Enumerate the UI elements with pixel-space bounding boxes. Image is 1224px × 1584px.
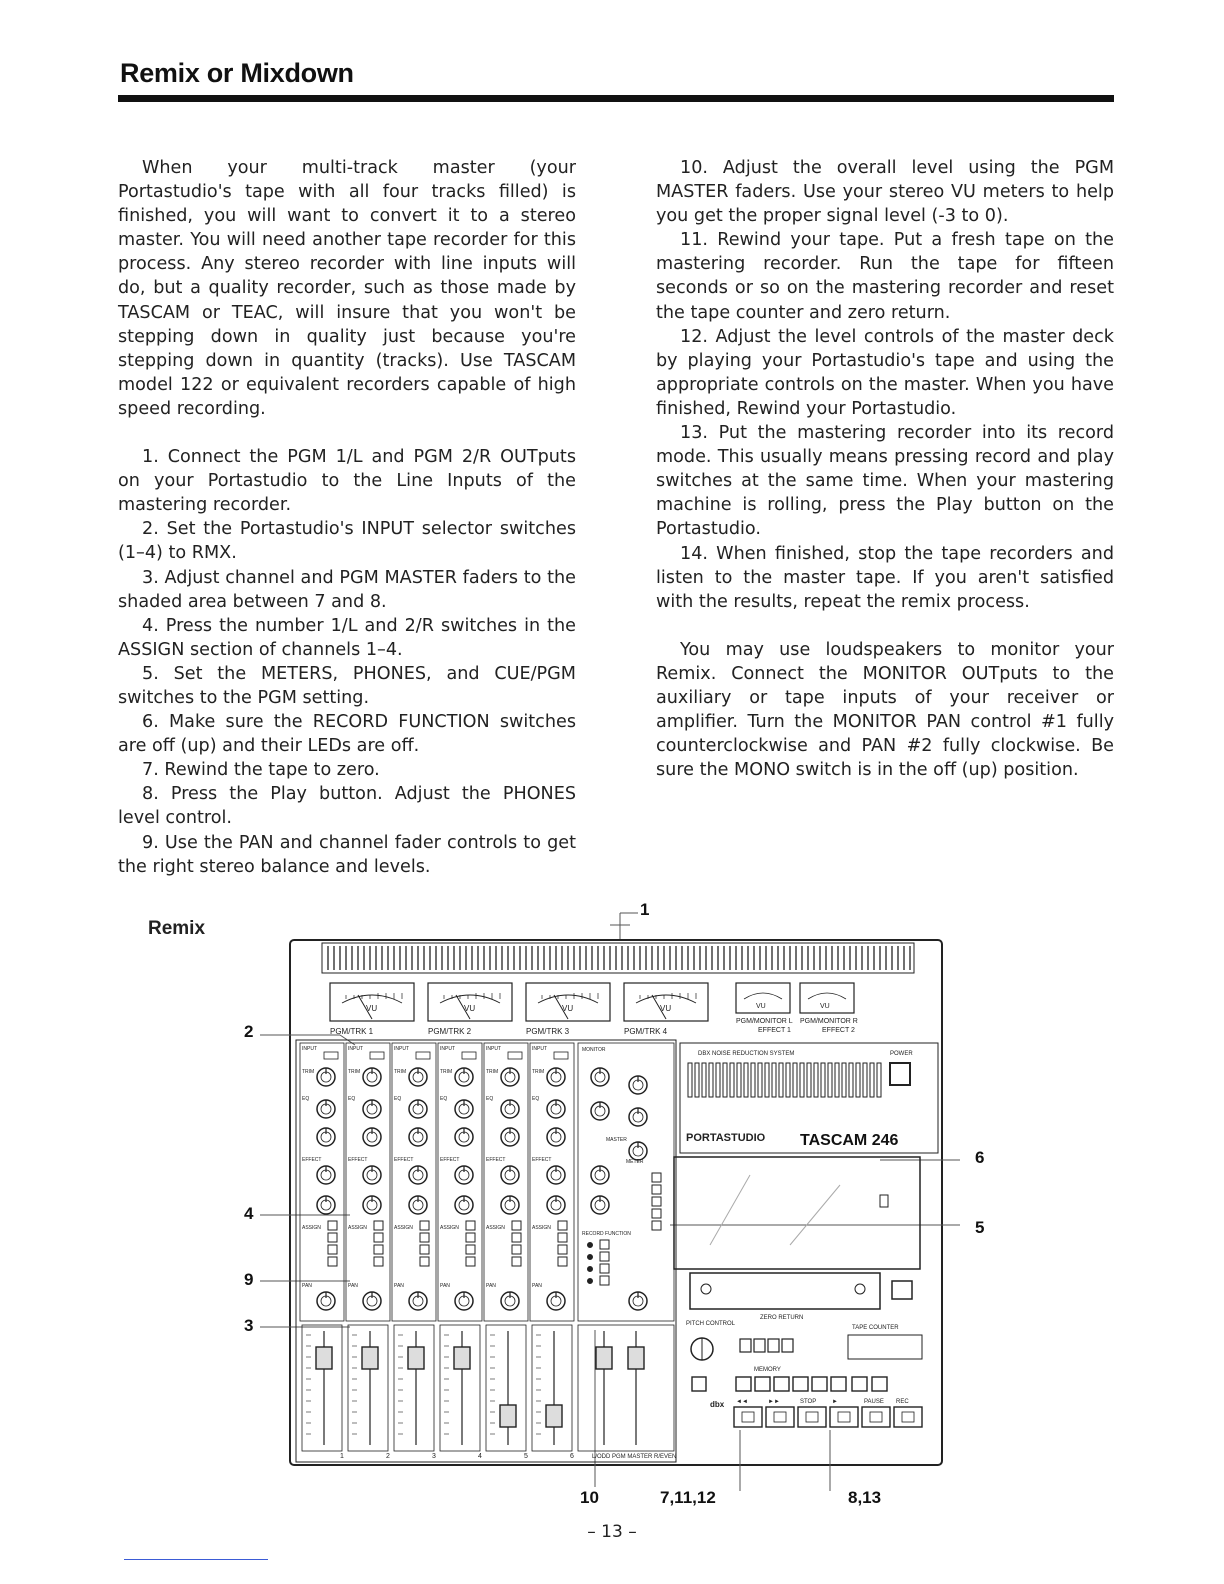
pgm-master-label: L/ODD PGM MASTER R/EVEN [592, 1454, 677, 1460]
pan-label: PAN [486, 1283, 496, 1289]
assign-label: ASSIGN [394, 1225, 413, 1231]
pitch-control-label: PITCH CONTROL [686, 1321, 736, 1327]
callout-9: 9 [244, 1270, 254, 1289]
vu-scale [744, 993, 782, 999]
function-button [812, 1377, 827, 1391]
counter-button [740, 1339, 751, 1352]
assign-switch [374, 1233, 383, 1242]
pan-label: PAN [394, 1283, 404, 1289]
step-8: 8. Press the Play button. Adjust the PHONES level control. [118, 784, 576, 829]
dbx-indicator [716, 1063, 720, 1097]
callout-5: 5 [975, 1218, 985, 1237]
assign-label: ASSIGN [348, 1225, 367, 1231]
meter-label: METER [626, 1159, 644, 1165]
intro-paragraph: When your multi-track master (your Portastudio's tape with all four tracks filled) is finished, you will want to convert it to a stereo master. You will need another tape recorder for this process. Any stereo recorder with line inputs will do, but a quality recorder, such as those made by TASCAM or TEAC, will insure that you won't be stepping down in quality just because you're stepping down in quantity (tracks). Use TASCAM model 122 or equivalent recorders capable of high speed recording. [118, 158, 576, 419]
assign-switch [466, 1257, 475, 1266]
ch-num-6: 6 [570, 1453, 574, 1460]
fader-cap [500, 1405, 516, 1427]
input-selector [462, 1052, 476, 1059]
assign-switch [328, 1221, 337, 1230]
master-fader-cap [596, 1347, 612, 1369]
pan-label: PAN [302, 1283, 312, 1289]
record-led [588, 1279, 593, 1284]
monitor-label: MONITOR [582, 1047, 606, 1053]
transport-key [830, 1407, 858, 1427]
dbx-indicator [870, 1063, 874, 1097]
footer-line [124, 1559, 268, 1560]
effect-label: EFFECT [348, 1157, 368, 1163]
record-led [588, 1255, 593, 1260]
step-7: 7. Rewind the tape to zero. [142, 760, 380, 781]
step-13: 13. Put the mastering recorder into its record mode. This usually means pressing record and play switches at the same time. When your mastering machine is rolling, press the Play button on the Portastudio. [656, 423, 1114, 540]
function-buttons [692, 1377, 887, 1391]
dbx-indicator [877, 1063, 881, 1097]
transport-label: ►► [768, 1399, 780, 1405]
function-button [852, 1377, 867, 1391]
transport-label: ◄◄ [736, 1399, 748, 1405]
callout-8-13: 8,13 [848, 1488, 882, 1507]
counter-buttons [740, 1339, 793, 1352]
fader-section [302, 1325, 342, 1451]
transport-key-symbol [838, 1412, 850, 1422]
transport-key [766, 1407, 794, 1427]
eq-label: EQ [532, 1096, 540, 1102]
vu-meter-row [330, 983, 854, 1021]
dbx-indicator [758, 1063, 762, 1097]
tape-counter-label: TAPE COUNTER [852, 1325, 899, 1331]
transport-key [798, 1407, 826, 1427]
vu-label: VU [820, 1003, 830, 1010]
callout-3: 3 [244, 1316, 254, 1335]
transport-key-symbol [806, 1412, 818, 1422]
fader-cap [316, 1347, 332, 1369]
dbx-label: dbx [710, 1400, 725, 1409]
dbx-indicator [709, 1063, 713, 1097]
transport-label: PAUSE [864, 1399, 884, 1405]
function-button [692, 1377, 706, 1391]
dbx-indicator [744, 1063, 748, 1097]
step-12: 12. Adjust the level controls of the master deck by playing your Portastudio's tape and using the appropriate controls on the master. When you have finished, Rewind your Portastudio. [656, 326, 1114, 419]
ch-num-5: 5 [524, 1453, 528, 1460]
vu-scale [440, 995, 500, 1003]
vu-meter [330, 983, 414, 1021]
function-button [793, 1377, 808, 1391]
vu-scale [342, 995, 402, 1003]
meter-switch [652, 1221, 661, 1230]
assign-switch [466, 1245, 475, 1254]
ch-num-1: 1 [340, 1453, 344, 1460]
vu-meter [624, 983, 708, 1021]
dbx-indicator [793, 1063, 797, 1097]
fader-section [440, 1325, 480, 1451]
vu-meter [428, 983, 512, 1021]
vu-label: VU [756, 1003, 766, 1010]
record-function-label: RECORD FUNCTION [582, 1231, 631, 1237]
assign-switch [512, 1233, 521, 1242]
brand-label: PORTASTUDIO [686, 1132, 766, 1144]
assign-switch [558, 1233, 567, 1242]
meter-switch [652, 1173, 661, 1182]
record-switch [600, 1276, 609, 1285]
cassette-lock [880, 1195, 888, 1207]
step-2: 2. Set the Portastudio's INPUT selector switches (1–4) to RMX. [118, 519, 576, 564]
effect-2-label: EFFECT 2 [822, 1027, 855, 1034]
assign-switch [328, 1245, 337, 1254]
meter-switch [652, 1197, 661, 1206]
dbx-indicator [695, 1063, 699, 1097]
right-column [656, 156, 1114, 782]
assign-label: ASSIGN [440, 1225, 459, 1231]
record-led [588, 1267, 593, 1272]
transport-key [894, 1407, 922, 1427]
pan-label: PAN [440, 1283, 450, 1289]
dbx-indicator [835, 1063, 839, 1097]
power-switch [890, 1063, 910, 1085]
fader-section [532, 1325, 572, 1451]
callout-7-11-12: 7,11,12 [660, 1488, 716, 1507]
dbx-indicator [737, 1063, 741, 1097]
vu-scale [538, 995, 598, 1003]
vu-label: VU [464, 1004, 476, 1013]
dbx-indicator [856, 1063, 860, 1097]
assign-switch [512, 1257, 521, 1266]
monitor-r-label: PGM/MONITOR R [800, 1018, 858, 1025]
dbx-indicator [779, 1063, 783, 1097]
vent-strip [322, 943, 914, 973]
trim-label: TRIM [440, 1069, 453, 1075]
dbx-indicator [821, 1063, 825, 1097]
step-14: 14. When finished, stop the tape recorders and listen to the master tape. If you aren't satisfied with the results, repeat the remix process. [656, 543, 1114, 612]
assign-switch [328, 1233, 337, 1242]
step-10: 10. Adjust the overall level using the PGM MASTER faders. Use your stereo VU meters to help you get the proper signal level (-3 to 0). [656, 158, 1114, 227]
input-label: INPUT [348, 1046, 363, 1052]
left-column [118, 156, 576, 879]
meter-switch [652, 1209, 661, 1218]
step-4: 4. Press the number 1/L and 2/R switches in the ASSIGN section of channels 1–4. [118, 615, 576, 660]
trim-label: TRIM [348, 1069, 361, 1075]
fader-cap [362, 1347, 378, 1369]
meter-label-3: PGM/TRK 3 [526, 1027, 570, 1036]
counter-button [754, 1339, 765, 1352]
assign-switch [466, 1233, 475, 1242]
assign-switch [374, 1221, 383, 1230]
effect-label: EFFECT [302, 1157, 322, 1163]
vent-slots [328, 946, 910, 970]
step-11: 11. Rewind your tape. Put a fresh tape on the mastering recorder. Run the tape for fifteen seconds or so on the mastering recorder and reset the tape counter and zero return. [656, 230, 1114, 323]
assign-switch [374, 1245, 383, 1254]
ch-num-2: 2 [386, 1453, 390, 1460]
trim-label: TRIM [394, 1069, 407, 1075]
trim-label: TRIM [302, 1069, 315, 1075]
assign-switch [558, 1221, 567, 1230]
ch-num-3: 3 [432, 1453, 436, 1460]
channel-strips [300, 1043, 674, 1451]
function-button [774, 1377, 789, 1391]
counter-button [768, 1339, 779, 1352]
transport-key [734, 1407, 762, 1427]
closing-paragraph: You may use loudspeakers to monitor your Remix. Connect the MONITOR OUTputs to the auxiliary or tape inputs of your receiver or amplifier. Turn the MONITOR PAN control #1 fully counterclockwise and PAN #2 fully clockwise. Be sure the MONO switch is in the off (up) position. [656, 639, 1114, 781]
dbx-indicator [772, 1063, 776, 1097]
function-button [755, 1377, 770, 1391]
assign-label: ASSIGN [302, 1225, 321, 1231]
assign-switch [420, 1221, 429, 1230]
tape-counter [848, 1335, 922, 1359]
eq-label: EQ [302, 1096, 310, 1102]
transport-key-symbol [870, 1412, 882, 1422]
cassette-well [674, 1157, 920, 1269]
ch-num-4: 4 [478, 1453, 482, 1460]
dbx-indicator [723, 1063, 727, 1097]
assign-switch [558, 1245, 567, 1254]
input-selector [324, 1052, 338, 1059]
dbx-indicator [702, 1063, 706, 1097]
power-label: POWER [890, 1051, 913, 1057]
dbx-indicator [814, 1063, 818, 1097]
memory-label: MEMORY [754, 1367, 781, 1373]
dbx-indicator [751, 1063, 755, 1097]
vu-label: VU [562, 1004, 574, 1013]
transport-key [862, 1407, 890, 1427]
assign-switch [420, 1257, 429, 1266]
record-switch [600, 1252, 609, 1261]
function-button [872, 1377, 887, 1391]
transport-key-symbol [902, 1412, 914, 1422]
page-number: – 13 – [587, 1522, 637, 1542]
record-switch [600, 1240, 609, 1249]
input-label: INPUT [394, 1046, 409, 1052]
assign-switch [328, 1257, 337, 1266]
master-fader-section [578, 1325, 674, 1451]
vu-scale [808, 993, 846, 999]
dbx-indicator [688, 1063, 692, 1097]
input-selector [508, 1052, 522, 1059]
vu-label: VU [660, 1004, 672, 1013]
input-selector [416, 1052, 430, 1059]
step-6: 6. Make sure the RECORD FUNCTION switches are off (up) and their LEDs are off. [118, 712, 576, 757]
callout-4: 4 [244, 1204, 254, 1223]
assign-switch [466, 1221, 475, 1230]
assign-switch [420, 1245, 429, 1254]
transport-label: REC [896, 1399, 909, 1405]
effect-label: EFFECT [394, 1157, 414, 1163]
dbx-indicators [688, 1063, 881, 1097]
meter-switch [652, 1185, 661, 1194]
vu-meter [526, 983, 610, 1021]
dbx-indicator [800, 1063, 804, 1097]
dbx-indicator [730, 1063, 734, 1097]
meter-label-4: PGM/TRK 4 [624, 1027, 668, 1036]
counter-button [782, 1339, 793, 1352]
effect-label: EFFECT [440, 1157, 460, 1163]
dbx-indicator [765, 1063, 769, 1097]
meter-label-2: PGM/TRK 2 [428, 1027, 472, 1036]
transport-key-symbol [742, 1412, 754, 1422]
assign-switch [558, 1257, 567, 1266]
effect-label: EFFECT [486, 1157, 506, 1163]
fader-cap [408, 1347, 424, 1369]
record-switch [600, 1264, 609, 1273]
fader-section [348, 1325, 388, 1451]
page-title: Remix or Mixdown [120, 58, 354, 88]
input-label: INPUT [532, 1046, 547, 1052]
master-fader-cap [628, 1347, 644, 1369]
assign-switch [374, 1257, 383, 1266]
dbx-indicator [786, 1063, 790, 1097]
input-label: INPUT [486, 1046, 501, 1052]
eq-label: EQ [440, 1096, 448, 1102]
step-3: 3. Adjust channel and PGM MASTER faders to the shaded area between 7 and 8. [118, 567, 576, 612]
step-9: 9. Use the PAN and channel fader controls to get the right stereo balance and levels. [118, 832, 576, 877]
dbx-indicator [828, 1063, 832, 1097]
callout-10: 10 [580, 1488, 599, 1507]
fader-section [486, 1325, 526, 1451]
input-label: INPUT [440, 1046, 455, 1052]
cassette-door [690, 1273, 880, 1309]
eq-label: EQ [486, 1096, 494, 1102]
portastudio-diagram [240, 895, 960, 1495]
input-selector [554, 1052, 568, 1059]
record-led [588, 1243, 593, 1248]
fader-section [394, 1325, 434, 1451]
step-5: 5. Set the METERS, PHONES, and CUE/PGM switches to the PGM setting. [118, 663, 576, 708]
dbx-indicator [863, 1063, 867, 1097]
transport-keys [734, 1399, 922, 1427]
dbx-indicator [807, 1063, 811, 1097]
input-selector [370, 1052, 384, 1059]
function-button [736, 1377, 751, 1391]
input-label: INPUT [302, 1046, 317, 1052]
function-button [831, 1377, 846, 1391]
fader-cap [454, 1347, 470, 1369]
vu-scale [636, 995, 696, 1003]
assign-switch [512, 1221, 521, 1230]
monitor-l-label: PGM/MONITOR L [736, 1018, 793, 1025]
eq-label: EQ [394, 1096, 402, 1102]
trim-label: TRIM [532, 1069, 545, 1075]
model-label: TASCAM 246 [800, 1132, 899, 1149]
transport-label: STOP [800, 1399, 817, 1405]
door-button [892, 1281, 912, 1299]
fader-cap [546, 1405, 562, 1427]
effect-label: EFFECT [532, 1157, 552, 1163]
trim-label: TRIM [486, 1069, 499, 1075]
eq-label: EQ [348, 1096, 356, 1102]
dbx-system-label: DBX NOISE REDUCTION SYSTEM [698, 1051, 795, 1057]
assign-switch [420, 1233, 429, 1242]
pan-label: PAN [348, 1283, 358, 1289]
pan-label: PAN [532, 1283, 542, 1289]
callout-2: 2 [244, 1022, 254, 1041]
dbx-indicator [842, 1063, 846, 1097]
transport-label: ► [832, 1399, 838, 1405]
dbx-indicator [849, 1063, 853, 1097]
master-label: MASTER [606, 1137, 627, 1143]
effect-1-label: EFFECT 1 [758, 1027, 791, 1034]
assign-label: ASSIGN [532, 1225, 551, 1231]
callout-1: 1 [640, 900, 650, 919]
step-1: 1. Connect the PGM 1/L and PGM 2/R OUTputs on your Portastudio to the Line Inputs of the mastering recorder. [118, 447, 576, 516]
title-rule [118, 95, 1114, 102]
zero-return-label: ZERO RETURN [760, 1315, 804, 1321]
callout-6: 6 [975, 1148, 985, 1167]
meter-label-1: PGM/TRK 1 [330, 1027, 374, 1036]
transport-key-symbol [774, 1412, 786, 1422]
assign-label: ASSIGN [486, 1225, 505, 1231]
assign-switch [512, 1245, 521, 1254]
figure-label: Remix [148, 918, 206, 939]
vu-label: VU [366, 1004, 378, 1013]
